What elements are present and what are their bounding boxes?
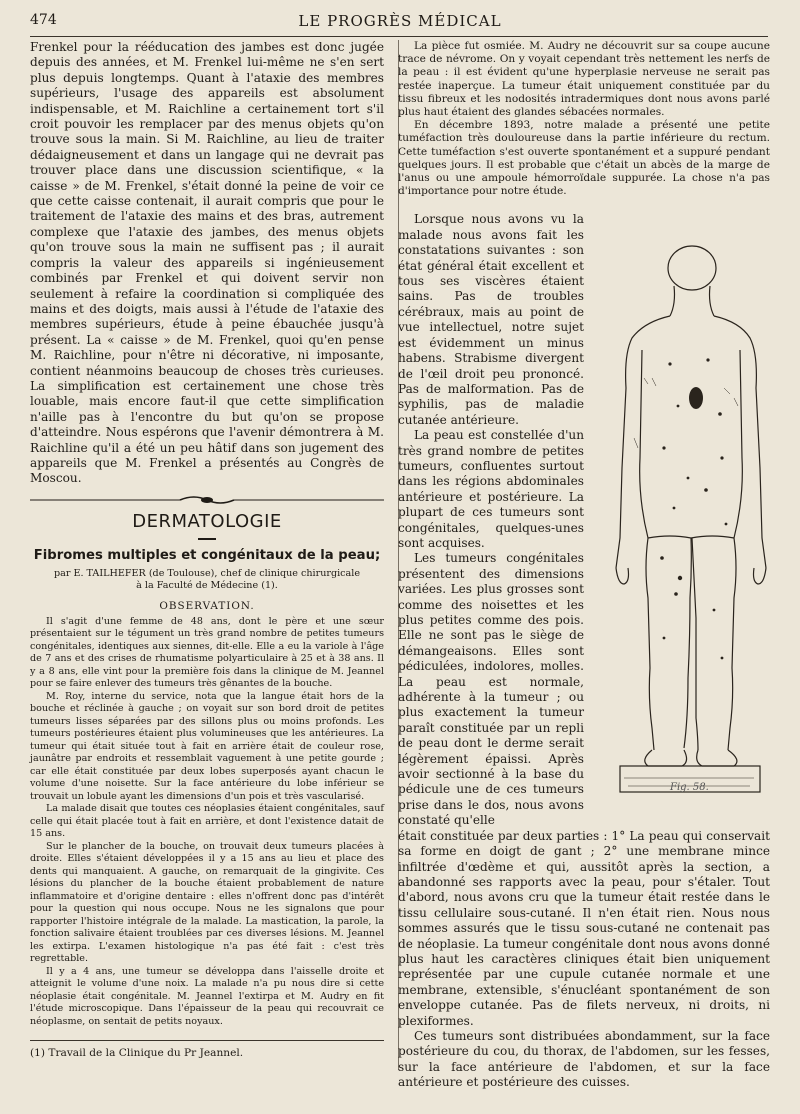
- observation-label: OBSERVATION.: [159, 599, 255, 612]
- figure-wrap-text: [398, 212, 584, 828]
- heading-dash: [198, 538, 216, 540]
- right-paragraph: La pièce fut osmiée. M. Audry ne découvrit sur sa coupe aucune trace de névrome. On y voyait cependant très nettement les nerfs de la peau : il est évident qu'une hyperplasie nerveuse ne serait pas restée inaperçue. La tumeur était uniquement constituée par du tissu fibreux et les nodosités intradermiques dont nous avons parlé plus haut étaient des glandes sébacées normales.: [398, 40, 770, 119]
- wrap-paragraph: Lorsque nous avons vu la malade nous avons fait les constatations suivantes : son état général était excellent et tous ses viscères étaient sains. Pas de troubles cérébraux, mais au point de vue intellectuel, notre sujet est évidemment un minus habens. Strabisme divergent de l'œil droit peu prononcé. Pas de malformation. Pas de syphilis, pas de maladie cutanée antérieure.: [398, 212, 584, 427]
- header-rule: [30, 36, 768, 37]
- wrap-paragraph: Les tumeurs congénitales présentent des dimensions variées. Les plus grosses sont comme des noisettes et les plus petites comme des pois. Elle ne sont pas le siège de démangeaisons. Elles sont pédiculées, indolores, molles. La peau est normale, adhérente à la tumeur ; ou plus exactement la tumeur paraît constituée par un repli de peau dont le derme serait légèrement épaissi. Après avoir sectionné à la base du pédicule une de ces tumeurs prise dans le dos, nous avons constaté qu'elle: [398, 551, 584, 828]
- byline-author: par E. TAILHEFER (de Toulouse), chef de clinique chirurgicale: [53, 567, 361, 579]
- section-heading: DERMATOLOGIE: [132, 510, 282, 532]
- continuation-paragraph: était constituée par deux parties : 1° La peau qui conservait sa forme en doigt de gant ; 2° une membrane mince infiltrée d'œdème et qui, aussitôt après la section, a abandonné ses rapports avec la peau, pour s'étaler. Tout d'abord, nous avons cru que la tumeur était restée dans le tissu cellulaire sous-cutané. Il n'en était rien. Nous nous sommes assurés que le tissu sous-cutané ne contenait pas de néoplasie. La tumeur congénitale dont nous avons donné plus haut les caractères cliniques était bien uniquement représentée par une cupule cutanée normale et une membrane, extensible, s'énucléant spontanément de son enveloppe cutanée. Pas de filets nerveux, ni droits, ni plexiformes.: [398, 828, 770, 1028]
- footnote-rule: [30, 1040, 384, 1041]
- article-title: Fibromes multiples et congénitaux de la peau;: [33, 547, 381, 563]
- page-number: 474: [30, 12, 57, 28]
- figure-illustration-icon: [604, 238, 770, 798]
- wrap-paragraph: La peau est constellée d'un très grand nombre de petites tumeurs, confluentes surtout dans les régions abdominales antérieure et postérieure. La plupart de ces tumeurs sont congénitales, quelques-unes sont acquises.: [398, 428, 584, 550]
- figure-illustration: [604, 238, 770, 798]
- right-paragraph: En décembre 1893, notre malade a présenté une petite tuméfaction très douloureuse dans la partie inférieure du rectum. Cette tuméfaction s'est ouverte spontanément et a suppuré pendant quelques jours. Il est probable que c'était un abcès de la marge de l'anus ou une ampoule hémorroïdale suppurée. La chose n'a pas d'importance pour notre étude.: [398, 119, 770, 198]
- observation-paragraph: Sur le plancher de la bouche, on trouvait deux tumeurs placées à droite. Elles s'étaient développées il y a 15 ans au lieu et place des dents qui manquaient. A gauche, on remarquait de la gingivite. Ces lésions du plancher de la bouche étaient probablement de nature inflammatoire et d'origine dentaire : elles n'offrent donc pas d'intérêt pour la question qui nous occupe. Nous ne les signalons que pour rapporter l'histoire intégrale de la malade. La mastication, la parole, la fonction salivaire étaient troublées par ces diverses lésions. M. Jeannel les extirpa. L'examen histologique n'a pas été fait : c'est très regrettable.: [30, 840, 384, 965]
- observation-paragraph: Il s'agit d'une femme de 48 ans, dont le père et une sœur présentaient sur le tégument un très grand nombre de petites tumeurs congénitales, identiques aux siennes, dit-elle. Elle a eu la variole à l'âge de 7 ans et des crises de rhumatisme polyarticulaire à 25 et à 38 ans. Il y a 8 ans, elle vint pour la première fois dans la clinique de M. Jeannel pour se faire enlever des tumeurs très gênantes de la bouche.: [30, 615, 384, 690]
- byline-affiliation: à la Faculté de Médecine (1).: [136, 579, 278, 591]
- observation-paragraph: La malade disait que toutes ces néoplasies étaient congénitales, sauf celle qui était placée tout à fait en arrière, et dont l'existence datait de 15 ans.: [30, 803, 384, 840]
- ornamental-rule-icon: [30, 493, 384, 507]
- footnote: (1) Travail de la Clinique du Pr Jeannel.: [30, 1047, 244, 1060]
- page-header: [30, 12, 770, 36]
- figure-caption: Fig. 58.: [670, 782, 709, 793]
- running-title: LE PROGRÈS MÉDICAL: [298, 12, 502, 30]
- left-column: [30, 40, 384, 1060]
- observation-paragraph: Il y a 4 ans, une tumeur se développa dans l'aisselle droite et atteignit le volume d'une noix. La malade n'a pu nous dire si cette néoplasie était congénitale. M. Jeannel l'extirpa et M. Audry en fit l'étude microscopique. Dans l'épaisseur de la peau qui recouvrait ce néoplasme, on sentait de petits noyaux.: [30, 965, 384, 1027]
- observation-paragraph: M. Roy, interne du service, nota que la langue était hors de la bouche et réclinée à gauche ; on voyait sur son bord droit de petites tumeurs lisses séparées par des sillons plus ou moins profonds. Les tumeurs postérieures étaient plus volumineuses que les antérieures. La tumeur qui était située tout à fait en arrière était de couleur rose, jaunâtre par endroits et ressemblait vaguement à une petite gourde ; car elle était constituée par deux lobes superposés ayant chacun le volume d'une noisette. Sur la face antérieure du lobe inférieur se trouvait un lobule ayant les dimensions d'un pois et très vascularisé.: [30, 690, 384, 802]
- intro-paragraph: Frenkel pour la rééducation des jambes est donc jugée depuis des années, et M. Frenkel lui-même ne s'en sert plus depuis longtemps. Quant à l'ataxie des membres supérieurs, l'usage des appareils est absolument indispensable, et M. Raichline a certainement tort s'il croit pouvoir les remplacer par des menus objets qu'on trouve sous la main. Si M. Raichline, au lieu de traiter dédaigneusement et dans un langage qui ne devrait pas trouver place dans une discussion scientifique, « la caisse » de M. Frenkel, s'était donné la peine de voir ce que cette caisse contenait, il aurait compris que pour le traitement de l'ataxie des mains et des bras, autrement complexe que l'ataxie des jambes, des menus objets qu'on trouve sous la main ne suffisent pas ; il aurait compris la valeur des appareils si ingénieusement combinés par Frenkel et qui doivent servir non seulement à refaire la coordination si compliquée des mains et des doigts, mais aussi à l'étude de l'ataxie des membres supérieurs, étude à peine ébauchée jusqu'à présent. La « caisse » de M. Frenkel, quoi qu'en pense M. Raichline, pour n'être ni décorative, ni imposante, contient néanmoins beaucoup de choses très curieuses. La simplification est certainement une chose très louable, mais encore faut-il que cette simplification n'aille pas à l'encontre du but qu'on se propose d'atteindre. Nous espérons que l'avenir démontrera à M. Raichline qu'il a été un peu hâtif dans son jugement des appareils que M. Frenkel a présentés au Congrès de Moscou.: [30, 40, 384, 486]
- final-paragraph: Ces tumeurs sont distribuées abondamment, sur la face postérieure du cou, du thorax, de l'abdomen, sur les fesses, sur la face antérieure de l'abdomen, et sur la face antérieure et postérieure des cuisses.: [398, 1028, 770, 1090]
- right-column: [398, 40, 770, 1091]
